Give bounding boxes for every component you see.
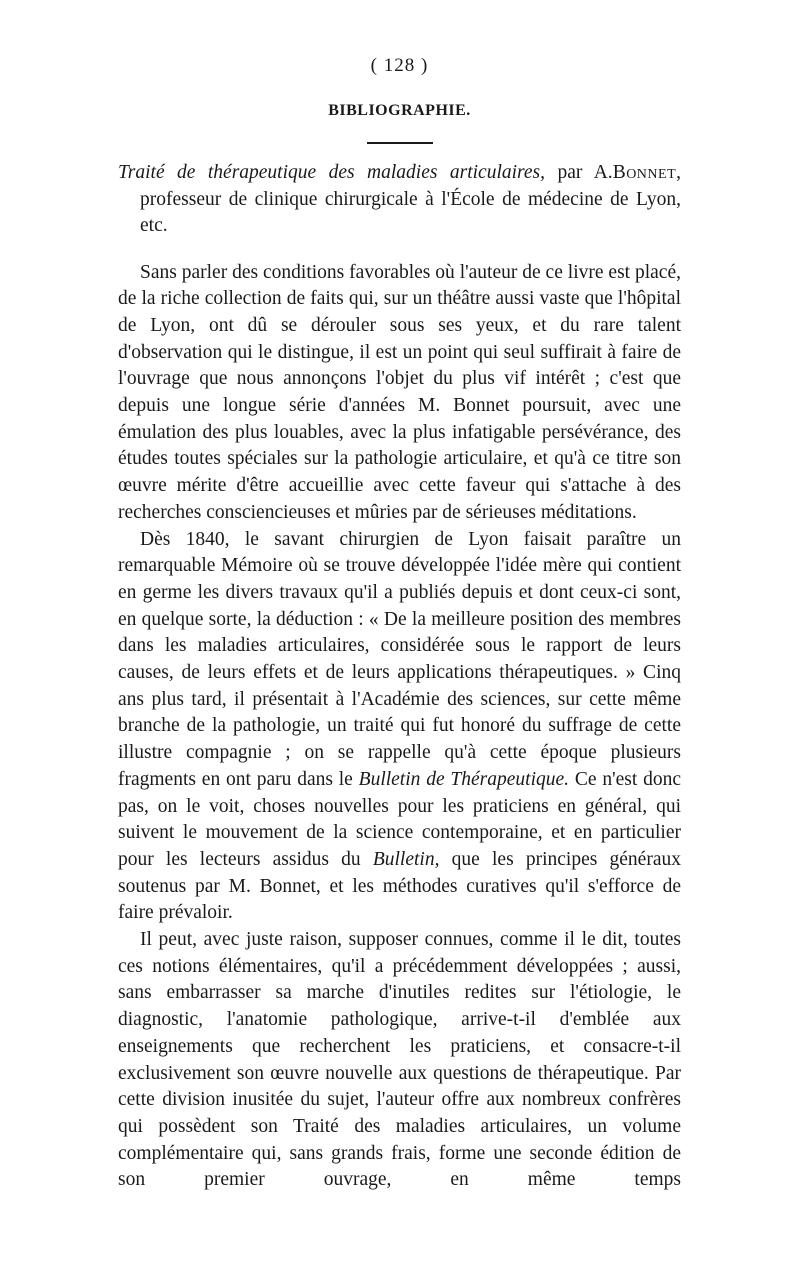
- page-number: ( 128 ): [370, 55, 429, 76]
- paragraph-3: Il peut, avec juste raison, supposer connues, comme il le dit, toutes ces notions élémentaires, qu'il a précédemment développées ; aussi, sans embarrasser sa marche d'inutiles redites sur l'étiologie, le diagnostic, l'anatomie pathologique, arrive-t-il d'emblée aux enseignements que recherchent les praticiens, et consacre-t-il exclusivement son œuvre nouvelle aux questions de thérapeutique. Par cette division inusitée du sujet, l'auteur offre aux nombreux confrères qui possèdent son Traité des maladies articulaires, un volume complémentaire qui, sans grands frais, forme une seconde édition de son premier ouvrage, en même temps: [118, 929, 681, 1191]
- work-title: Traité de thérapeutique des maladies articulaires,: [118, 162, 546, 183]
- entry-details: , professeur de clinique chirurgicale à l'École de médecine de Lyon, etc.: [140, 162, 682, 236]
- title-rule: [367, 142, 433, 144]
- paragraph-1: Sans parler des conditions favorables où l'auteur de ce livre est placé, de la riche collection de faits qui, sur un théâtre aussi vaste que l'hôpital de Lyon, ont dû se dérouler sous ses yeux, et du rare talent d'observation qui le distingue, il est un point qui seul suffirait à faire de l'ouvrage que nous annonçons l'objet du plus vif intérêt ; c'est que depuis une longue série d'années M. Bonnet poursuit, avec une émulation des plus louables, avec la plus infatigable persévérance, des études toutes spéciales sur la pathologie articulaire, et qu'à ce titre son œuvre mérite d'être accueillie avec cette faveur qui s'attache à des recherches consciencieuses et mûries par de sérieuses méditations.: [118, 261, 681, 523]
- book-page: [118, 54, 681, 1194]
- entry-by: par A.: [545, 162, 613, 183]
- paragraph-2-text-a: Dès 1840, le savant chirurgien de Lyon faisait paraître un remarquable Mémoire où se trouve développée l'idée mère qui contient en germe les divers travaux qu'il a publiés depuis et dont ceux-ci sont, en quelque sorte, la déduction : « De la meilleure position des membres dans les maladies articulaires, considérée sous le rapport de leurs causes, de leurs effets et de leurs applications thérapeutiques. » Cinq ans plus tard, il présentait à l'Académie des sciences, sur cette même branche de la pathologie, un traité qui fut honoré du suffrage de cette illustre compagnie ; on se rappelle qu'à cette époque plusieurs fragments en ont paru dans le: [118, 528, 681, 790]
- paragraph-2-text-c: que les principes généraux soutenus par M. Bonnet, et les méthodes curatives qu'il s'efforce de faire prévaloir.: [118, 848, 681, 924]
- bibliography-entry: [118, 160, 681, 240]
- author-name: Bonnet: [612, 162, 677, 183]
- journal-reference-1: Bulletin de Thérapeutique.: [358, 768, 570, 790]
- section-title: BIBLIOGRAPHIE.: [328, 102, 471, 119]
- paragraph-2-text-b: Ce n'est donc pas, on le voit, choses nouvelles pour les praticiens en général, qui suivent le mouvement de la science contemporaine, et en particulier pour les lecteurs assidus du: [118, 768, 681, 870]
- journal-reference-2: Bulletin,: [372, 848, 440, 870]
- paragraph-2: [118, 527, 681, 928]
